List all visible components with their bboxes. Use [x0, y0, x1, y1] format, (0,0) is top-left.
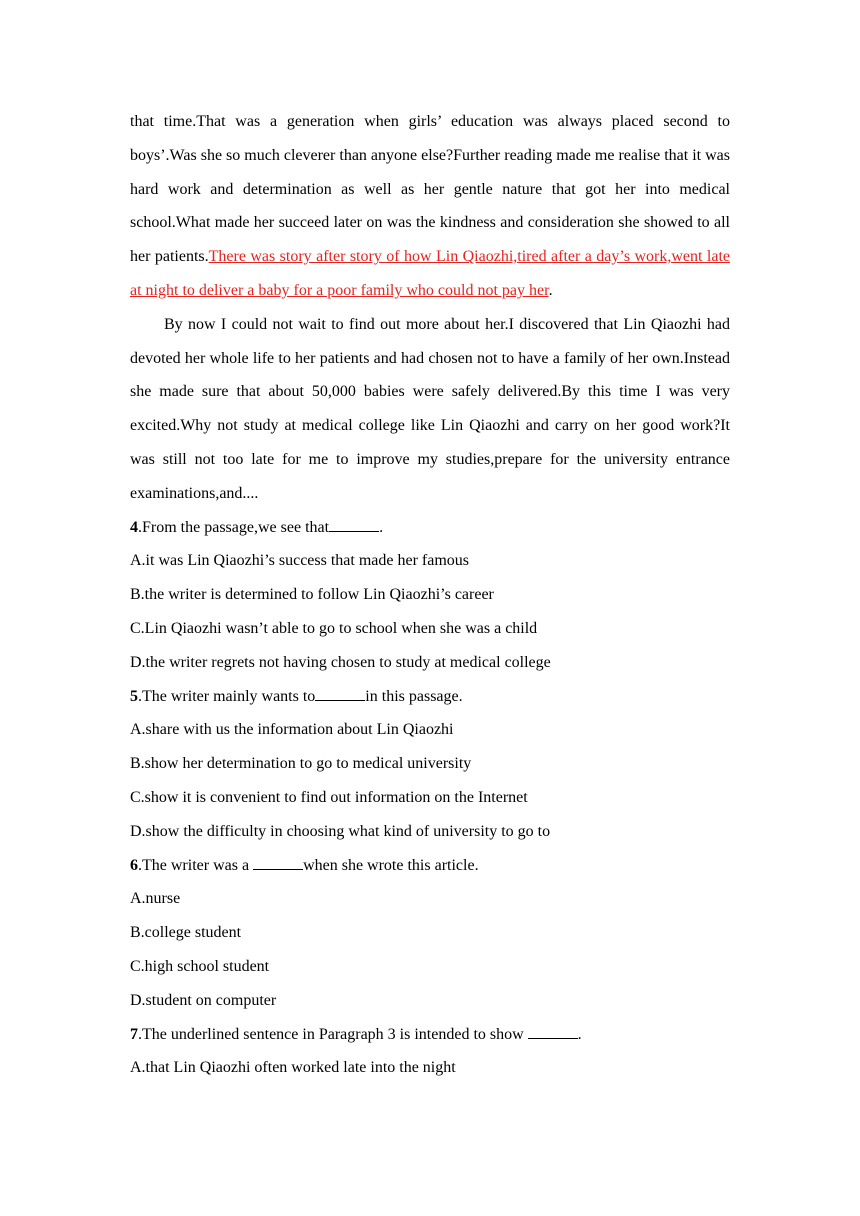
option-c: C.show it is convenient to find out information on the Internet	[130, 788, 528, 806]
question-text: .The underlined sentence in Paragraph 3 is intended to show	[138, 1025, 528, 1043]
question-number: 5	[130, 687, 138, 705]
question-number: 4	[130, 518, 138, 536]
question-stem	[130, 1018, 730, 1052]
paragraph-text: that time.That was a generation when girls’ education was always placed second to boys’.Was she so much cleverer than anyone else?Further reading made me realise that it was hard work and determination as well as her gentle nature that got her into medical school.What made her succeed later on was the kindness and consideration she showed to all her patients.	[130, 113, 730, 266]
option-b: B.the writer is determined to follow Lin Qiaozhi’s career	[130, 586, 494, 604]
question-stem	[130, 849, 730, 883]
option-b: B.college student	[130, 924, 242, 942]
answer-blank	[315, 687, 365, 701]
answer-blank	[253, 856, 303, 870]
question-4	[130, 511, 730, 680]
option-a: A.nurse	[130, 890, 181, 908]
question-number: 6	[130, 856, 138, 874]
option-a: A.that Lin Qiaozhi often worked late into the night	[130, 1059, 456, 1077]
question-stem	[130, 680, 730, 714]
question-text-end: .	[577, 1025, 582, 1043]
underlined-sentence: There was story after story of how Lin Qiaozhi,tired after a day’s work,went late at night to deliver a baby for a poor family who could not pay her	[130, 248, 730, 299]
paragraph-end: .	[548, 281, 553, 299]
passage-paragraph-4: By now I could not wait to find out more about her.I discovered that Lin Qiaozhi had devoted her whole life to her patients and had chosen not to have a family of her own.Instead she made sure that about 50,000 babies were safely delivered.By this time I was very excited.Why not study at medical college like Lin Qiaozhi and carry on her good work?It was still not too late for me to improve my studies,prepare for the university entrance examinations,and....	[130, 315, 730, 502]
question-5	[130, 680, 730, 849]
question-7	[130, 1018, 730, 1086]
question-text: .The writer was a	[138, 856, 254, 874]
answer-blank	[329, 518, 379, 532]
option-a: A.it was Lin Qiaozhi’s success that made her famous	[130, 552, 470, 570]
option-d: D.student on computer	[130, 991, 277, 1009]
answer-blank	[528, 1025, 578, 1039]
option-c: C.high school student	[130, 957, 270, 975]
option-c: C.Lin Qiaozhi wasn’t able to go to school when she was a child	[130, 619, 538, 637]
question-stem	[130, 511, 730, 545]
option-d: D.the writer regrets not having chosen to study at medical college	[130, 653, 551, 671]
option-a: A.share with us the information about Lin Qiaozhi	[130, 721, 454, 739]
option-d: D.show the difficulty in choosing what kind of university to go to	[130, 822, 551, 840]
question-text: .The writer mainly wants to	[138, 687, 316, 705]
passage-paragraph-3	[130, 105, 730, 308]
question-number: 7	[130, 1025, 138, 1043]
question-text: .From the passage,we see that	[138, 518, 330, 536]
question-text-end: when she wrote this article.	[303, 856, 479, 874]
option-b: B.show her determination to go to medical university	[130, 755, 472, 773]
question-text-end: in this passage.	[365, 687, 463, 705]
question-text-end: .	[379, 518, 384, 536]
question-6	[130, 849, 730, 1018]
